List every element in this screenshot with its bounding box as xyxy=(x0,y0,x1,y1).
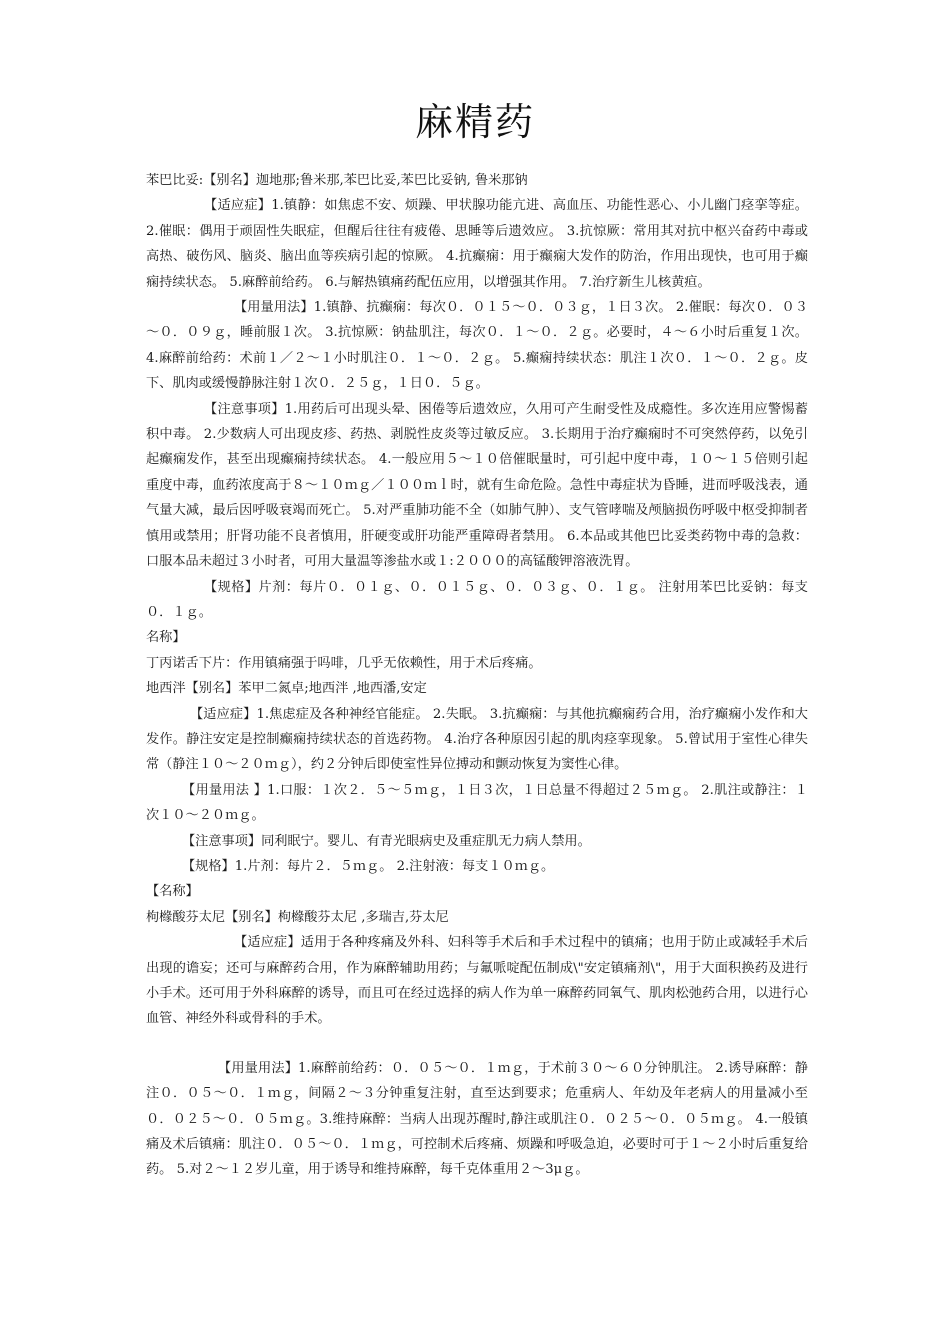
drug-heading-diazepam: 地西泮【别名】苯甲二氮卓;地西泮 ,地西潘,安定 xyxy=(146,681,427,697)
drug-heading-phenobarbital: 苯巴比妥:【别名】迦地那;鲁米那,苯巴比妥,苯巴比妥钠, 鲁米那钠 xyxy=(146,173,528,188)
document-title: 麻精药 xyxy=(414,100,535,144)
indications-paragraph: 【适应症】适用于各种疼痛及外科、妇科等手术后和手术过程中的镇痛；也用于防止或减轻手术后出现的谵妄；还可与麻醉药合用，作为麻醉辅助用药；与氟哌啶配伍制成\"安定镇痛剂\"，用于大面积换药及进行小手术。还可用于外科麻醉的诱导，而且可在经过选择的病人作为单一麻醉药同氧气、肌肉松弛药合用，以进行心血管、神经外科或骨科的手术。 xyxy=(146,935,808,1027)
precautions-paragraph: 【注意事项】1.用药后可出现头晕、困倦等后遗效应，久用可产生耐受性及成瘾性。多次连用应警惕蓄积中毒。 2.少数病人可出现皮疹、药热、剥脱性皮炎等过敏反应。 3.长期用于治疗癫痫时不可突然停药，以免引起癫痫发作，甚至出现癫痫持续状态。 4.一般应用５～１０倍催眠量时，可引起中度中毒，１０～１５倍则引起重度中毒，血药浓度高于８～１０ｍｇ／１００ｍｌ时，就有生命危险。急性中毒症状为昏睡，进而呼吸浅表，通气量大减，最后因呼吸衰竭而死亡。 5.对严重肺功能不全（如肺气肿）、支气管哮喘及颅脑损伤呼吸中枢受抑制者慎用或禁用；肝肾功能不良者慎用，肝硬变或肝功能严重障碍者禁用。 6.本品或其他巴比妥类药物中毒的急救：口服本品未超过３小时者，可用大量温等渗盐水或１:２０００的高锰酸钾溶液洗胃。 xyxy=(146,401,808,570)
indications-paragraph: 【适应症】1.镇静：如焦虑不安、烦躁、甲状腺功能亢进、高血压、功能性恶心、小儿幽门痉挛等症。 2.催眠：偶用于顽固性失眠症，但醒后往往有疲倦、思睡等后遗效应。 3.抗惊厥：常用其对抗中枢兴奋药中毒或高热、破伤风、脑炎、脑出血等疾病引起的惊厥。 4.抗癫痫：用于癫痫大发作的防治，作用出现快，也可用于癫痫持续状态。 5.麻醉前给药。 6.与解热镇痛药配伍应用，以增强其作用。 7.治疗新生儿核黄疸。 xyxy=(146,198,808,290)
name-heading: 名称】 xyxy=(146,630,186,646)
indications-paragraph: 【适应症】1.焦虑症及各种神经官能症。 2.失眠。 3.抗癫痫：与其他抗癫痫药合用，治疗癫痫小发作和大发作。静注安定是控制癫痫持续状态的首选药物。 4.治疗各种原因引起的肌肉痉挛现象。 5.曾试用于室性心律失常（静注１０～２０ｍｇ），约２分钟后即使室性异位搏动和颤动恢复为窦性心律。 xyxy=(146,706,808,773)
dosage-paragraph: 【用量用法】1.麻醉前给药：０．０５～０．１ｍｇ，于术前３０～６０分钟肌注。 2.诱导麻醉：静注０．０５～０．１ｍｇ，间隔２～３分钟重复注射，直至达到要求；危重病人、年幼及年老病人的用量减小至０．０２５～０．０５ｍｇ。3.维持麻醉：当病人出现苏醒时,静注或肌注０．０２５～０．０５ｍｇ。 4.一般镇痛及术后镇痛：肌注０．０５～０．１ｍｇ，可控制术后疼痛、烦躁和呼吸急迫，必要时可于１～２小时后重复给药。 5.对２～１２岁儿童，用于诱导和维持麻醉，每千克体重用２～3μｇ。 xyxy=(146,1060,808,1178)
drug-heading-buprenorphine: 丁丙诺舌下片：作用镇痛强于吗啡，几乎无依赖性，用于术后疼痛。 xyxy=(146,655,542,671)
dosage-paragraph: 【用量用法】1.镇静、抗癫痫：每次０．０１５～０．０３ｇ，１日３次。 2.催眠：每次０．０３～０．０９ｇ，睡前服１次。 3.抗惊厥：钠盐肌注，每次０．１～０．２ｇ。必要时，４～６小时后重复１次。 4.麻醉前给药：术前１／２～１小时肌注０．１～０．２ｇ。 5.癫痫持续状态：肌注１次０．１～０．２ｇ。皮下、肌肉或缓慢静脉注射１次０．２５ｇ，１日０．５ｇ。 xyxy=(146,300,808,392)
precautions-paragraph: 【注意事项】同利眠宁。婴儿、有青光眼病史及重症肌无力病人禁用。 xyxy=(182,833,591,849)
specification-paragraph: 【规格】1.片剂：每片２．５ｍｇ。 2.注射液：每支１０ｍｇ。 xyxy=(182,858,555,874)
name-heading: 【名称】 xyxy=(146,884,199,900)
dosage-paragraph: 【用量用法 】1.口服：１次２．５～５ｍｇ，１日３次，１日总量不得超过２５ｍｇ。 2.肌注或静注：１次１０～２０ｍｇ。 xyxy=(146,782,808,824)
paragraph-spacer xyxy=(146,1032,808,1056)
drug-heading-fentanyl: 枸橼酸芬太尼【别名】枸橼酸芬太尼 ,多瑞吉,芬太尼 xyxy=(146,909,449,925)
document-body xyxy=(146,168,808,1183)
specification-paragraph: 【规格】片剂：每片０．０１ｇ、０．０１５ｇ、０．０３ｇ、０．１ｇ。 注射用苯巴比妥钠：每支０．１ｇ。 xyxy=(146,579,808,620)
